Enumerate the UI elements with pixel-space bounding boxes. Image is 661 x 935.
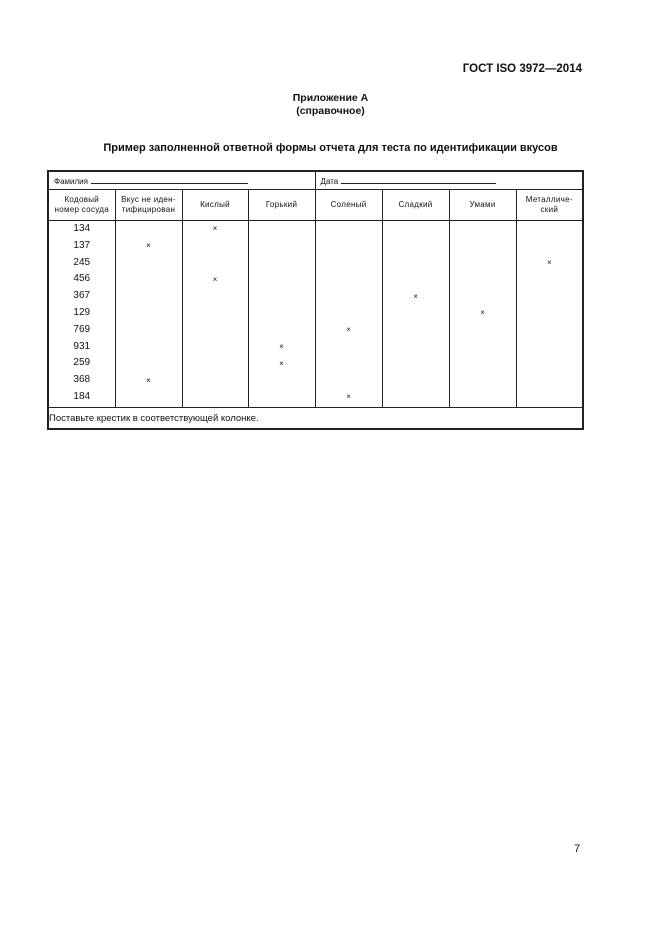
code-row: 456: [73, 273, 91, 285]
code-row: 368: [73, 374, 91, 386]
header-code: Кодовый номер сосуда: [48, 190, 115, 221]
column-metallic[interactable]: [516, 221, 583, 408]
header-umami: Умами: [449, 190, 516, 221]
code-row: 137: [73, 239, 91, 251]
standard-code: ГОСТ ISO 3972—2014: [462, 63, 582, 75]
cross-mark: ×: [279, 358, 284, 368]
header-metallic: Металличе- ский: [516, 190, 583, 221]
surname-line: [91, 175, 248, 184]
response-form-table: [47, 170, 584, 430]
form-title: Пример заполненной ответной формы отчета для теста по идентификации вкусов: [103, 142, 558, 154]
header-salty: Соленый: [315, 190, 382, 221]
cross-mark: ×: [413, 291, 418, 301]
code-row: 184: [73, 390, 91, 402]
code-row: 931: [73, 340, 91, 352]
appendix-title: Приложение А: [292, 92, 369, 104]
date-line: [341, 175, 496, 184]
header-unidentified: Вкус не иден- тифицирован: [115, 190, 182, 221]
code-row: 367: [73, 290, 91, 302]
appendix-heading: [0, 92, 661, 118]
cross-mark: ×: [346, 325, 351, 335]
header-bitter: Горький: [248, 190, 315, 221]
column-umami[interactable]: [449, 221, 516, 408]
code-row: 129: [73, 306, 91, 318]
codes-column: [48, 221, 115, 408]
cross-mark: ×: [212, 224, 218, 234]
header-sweet: Сладкий: [382, 190, 449, 221]
appendix-note: (справочное): [296, 105, 365, 117]
date-label: Дата: [320, 177, 339, 186]
cross-mark: ×: [546, 258, 552, 267]
column-sweet[interactable]: [382, 221, 449, 408]
instruction: Поставьте крестик в соответствующей колонке.: [48, 408, 583, 430]
cross-mark: ×: [212, 274, 218, 284]
cross-mark: ×: [346, 392, 351, 402]
column-sour[interactable]: [182, 221, 248, 408]
column-unidentified[interactable]: [115, 221, 182, 408]
cross-mark: ×: [146, 241, 151, 251]
cross-mark: ×: [279, 342, 284, 351]
header-sour: Кислый: [182, 190, 248, 221]
code-row: 769: [73, 323, 91, 335]
column-salty[interactable]: [315, 221, 382, 408]
cross-mark: ×: [480, 308, 485, 318]
code-row: 259: [73, 357, 91, 369]
code-row: 134: [73, 223, 91, 234]
column-bitter[interactable]: [248, 221, 315, 408]
codes-list: [49, 221, 115, 406]
page-number: 7: [574, 843, 581, 855]
surname-label: Фамилия: [54, 177, 88, 186]
date-field[interactable]: [315, 171, 583, 190]
cross-mark: ×: [146, 375, 151, 385]
code-row: 245: [73, 256, 91, 268]
surname-field[interactable]: [48, 171, 315, 190]
